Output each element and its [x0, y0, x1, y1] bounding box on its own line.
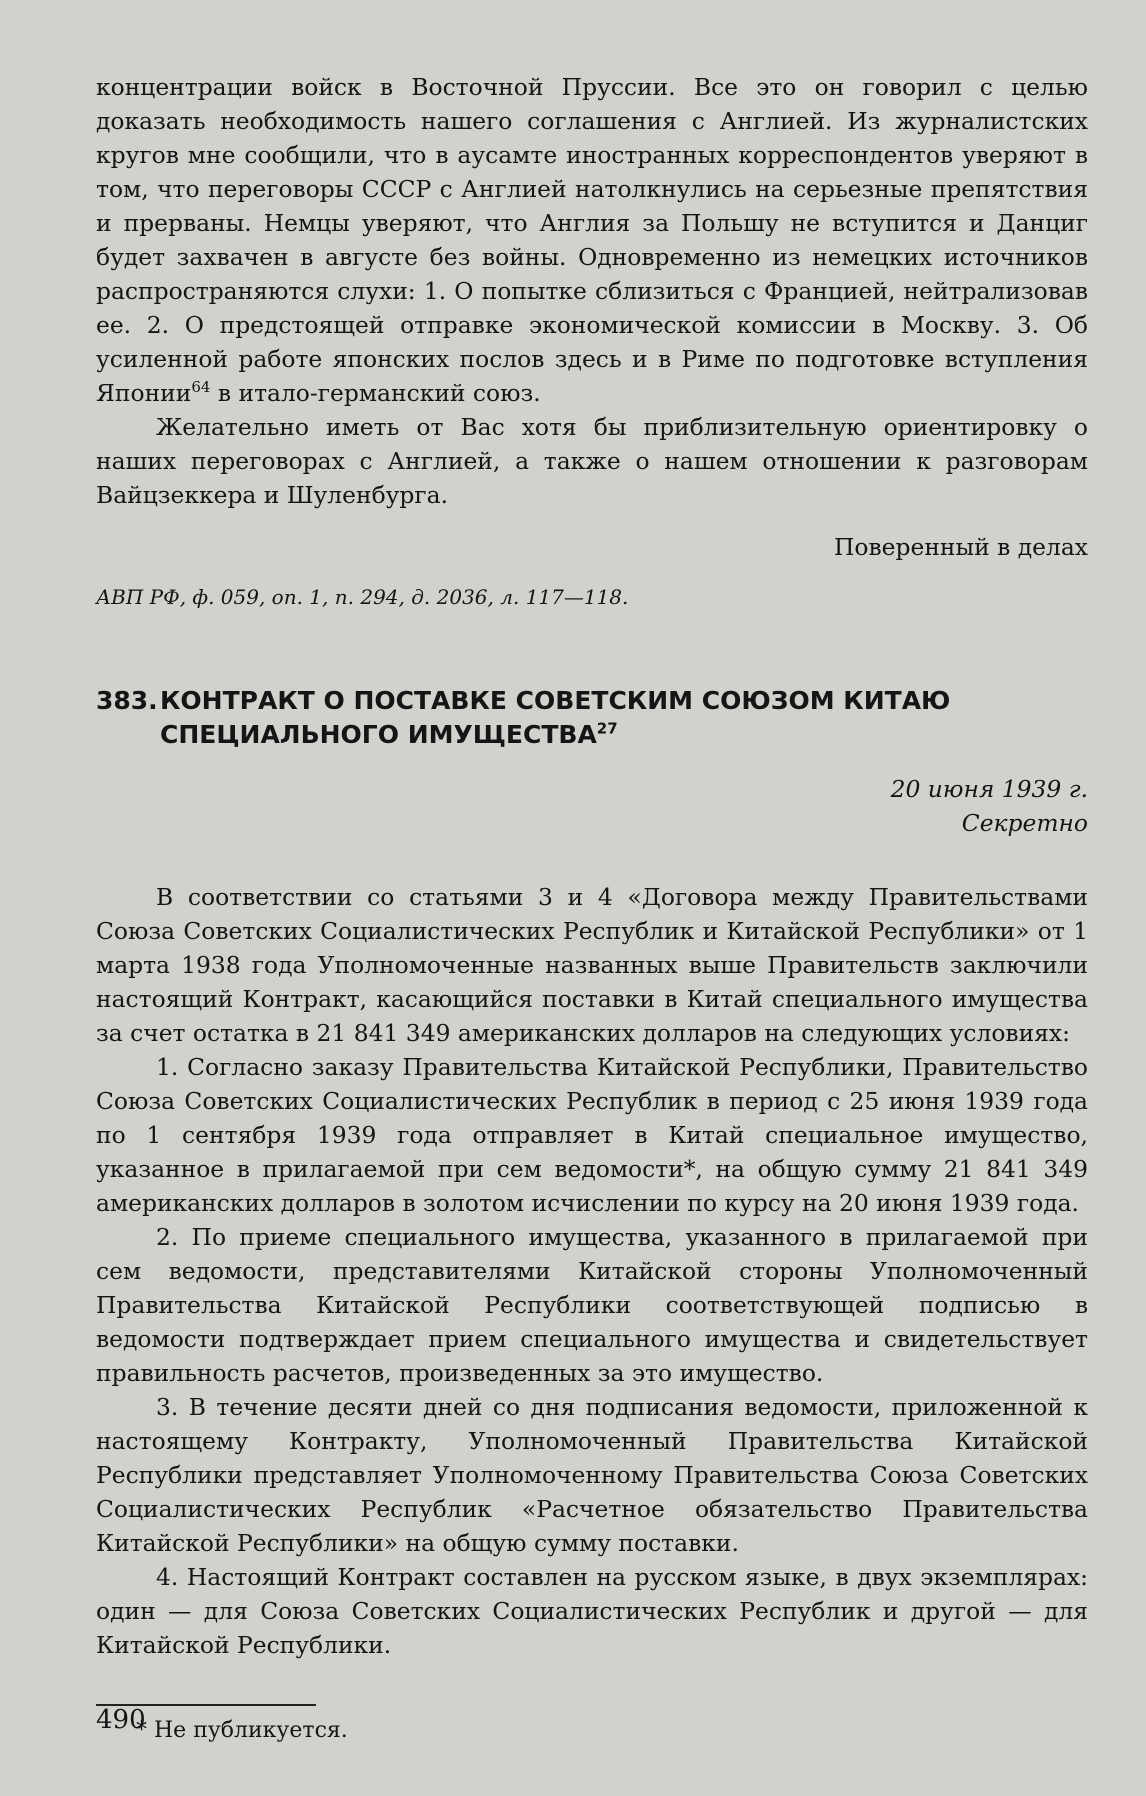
section-title-note: 27 — [596, 719, 618, 738]
paragraph-continuation: концентрации войск в Восточной Пруссии. Все это он говорил с целью доказать необходимость нашего соглашения с Англией. Из журналистских кругов мне сообщили, что в аусамте иностранных корреспондентов уверяют в том, что переговоры СССР с Англией натолкнулись на серьезные препятствия и прерваны. Немцы уверяют, что Англия за Польшу не вступится и Данциг будет захвачен в августе без войны. Одновременно из немецких источников распространяются слухи: 1. О попытке сблизиться с Францией, нейтрализовав ее. 2. О предстоящей отправке экономической комиссии в Москву. 3. Об усиленной работе японских послов здесь и в Риме по подготовке вступления Японии$^{64}$ в итало-германский союз. — [96, 73, 1088, 407]
contract-clause-4: 4. Настоящий Контракт составлен на русском языке, в двух экземплярах: один — для Союза Советских Социалистических Республик и другой — для Китайской Республики. — [96, 1563, 1088, 1659]
contract-clause-3: 3. В течение десяти дней со дня подписания ведомости, приложенной к настоящему Контракту, Уполномоченный Правительства Китайской Республики представляет Уполномоченному Правительства Союза Советских Социалистических Республик «Расчетное обязательство Правительства Китайской Республики» на общую сумму поставки. — [96, 1393, 1088, 1557]
contract-preamble: В соответствии со статьями 3 и 4 «Договора между Правительствами Союза Советских Социалистических Республик и Китайской Республики» от 1 марта 1938 года Уполномоченные названных выше Правительств заключили настоящий Контракт, касающийся поставки в Китай специального имущества за счет остатка в 21 841 349 американских долларов на следующих условиях: — [96, 883, 1088, 1047]
paragraph-request: Желательно иметь от Вас хотя бы приблизительную ориентировку о наших переговорах с Англией, а также о нашем отношении к разговорам Вайцзеккера и Шуленбурга. — [96, 413, 1088, 509]
contract-clause-1: 1. Согласно заказу Правительства Китайской Республики, Правительство Союза Советских Социалистических Республик в период с 25 июня 1939 года по 1 сентября 1939 года отправляет в Китай специальное имущество, указанное в прилагаемой при сем ведомости*, на общую сумму 21 841 349 американских долларов в золотом исчислении по курсу на 20 июня 1939 года. — [96, 1053, 1088, 1217]
contract-clause-2: 2. По приеме специального имущества, указанного в прилагаемой при сем ведомости, представителями Китайской стороны Уполномоченный Правительства Китайской Республики соответствующей подписью в ведомости подтверждает прием специального имущества и свидетельствует правильность расчетов, произведенных за это имущество. — [96, 1223, 1088, 1387]
section-heading — [96, 684, 1088, 752]
section-number: 383. — [96, 686, 158, 715]
footnote-ref-64: 64 — [191, 378, 211, 397]
section-title: КОНТРАКТ О ПОСТАВКЕ СОВЕТСКИМ СОЮЗОМ КИТАЮ СПЕЦИАЛЬНОГО ИМУЩЕСТВА$^{27}$ — [160, 686, 951, 749]
document-date: 20 июня 1939 г. — [890, 775, 1088, 803]
page-number: 490 — [96, 1705, 146, 1735]
date-block — [96, 772, 1088, 840]
classification: Секретно — [961, 809, 1088, 837]
document-page — [96, 70, 1088, 1746]
archive-reference: АВП РФ, ф. 059, оп. 1, п. 294, д. 2036, л. 117—118. — [96, 585, 629, 609]
signature: Поверенный в делах — [834, 533, 1088, 561]
footnote: * Не публикуется. — [136, 1718, 348, 1743]
